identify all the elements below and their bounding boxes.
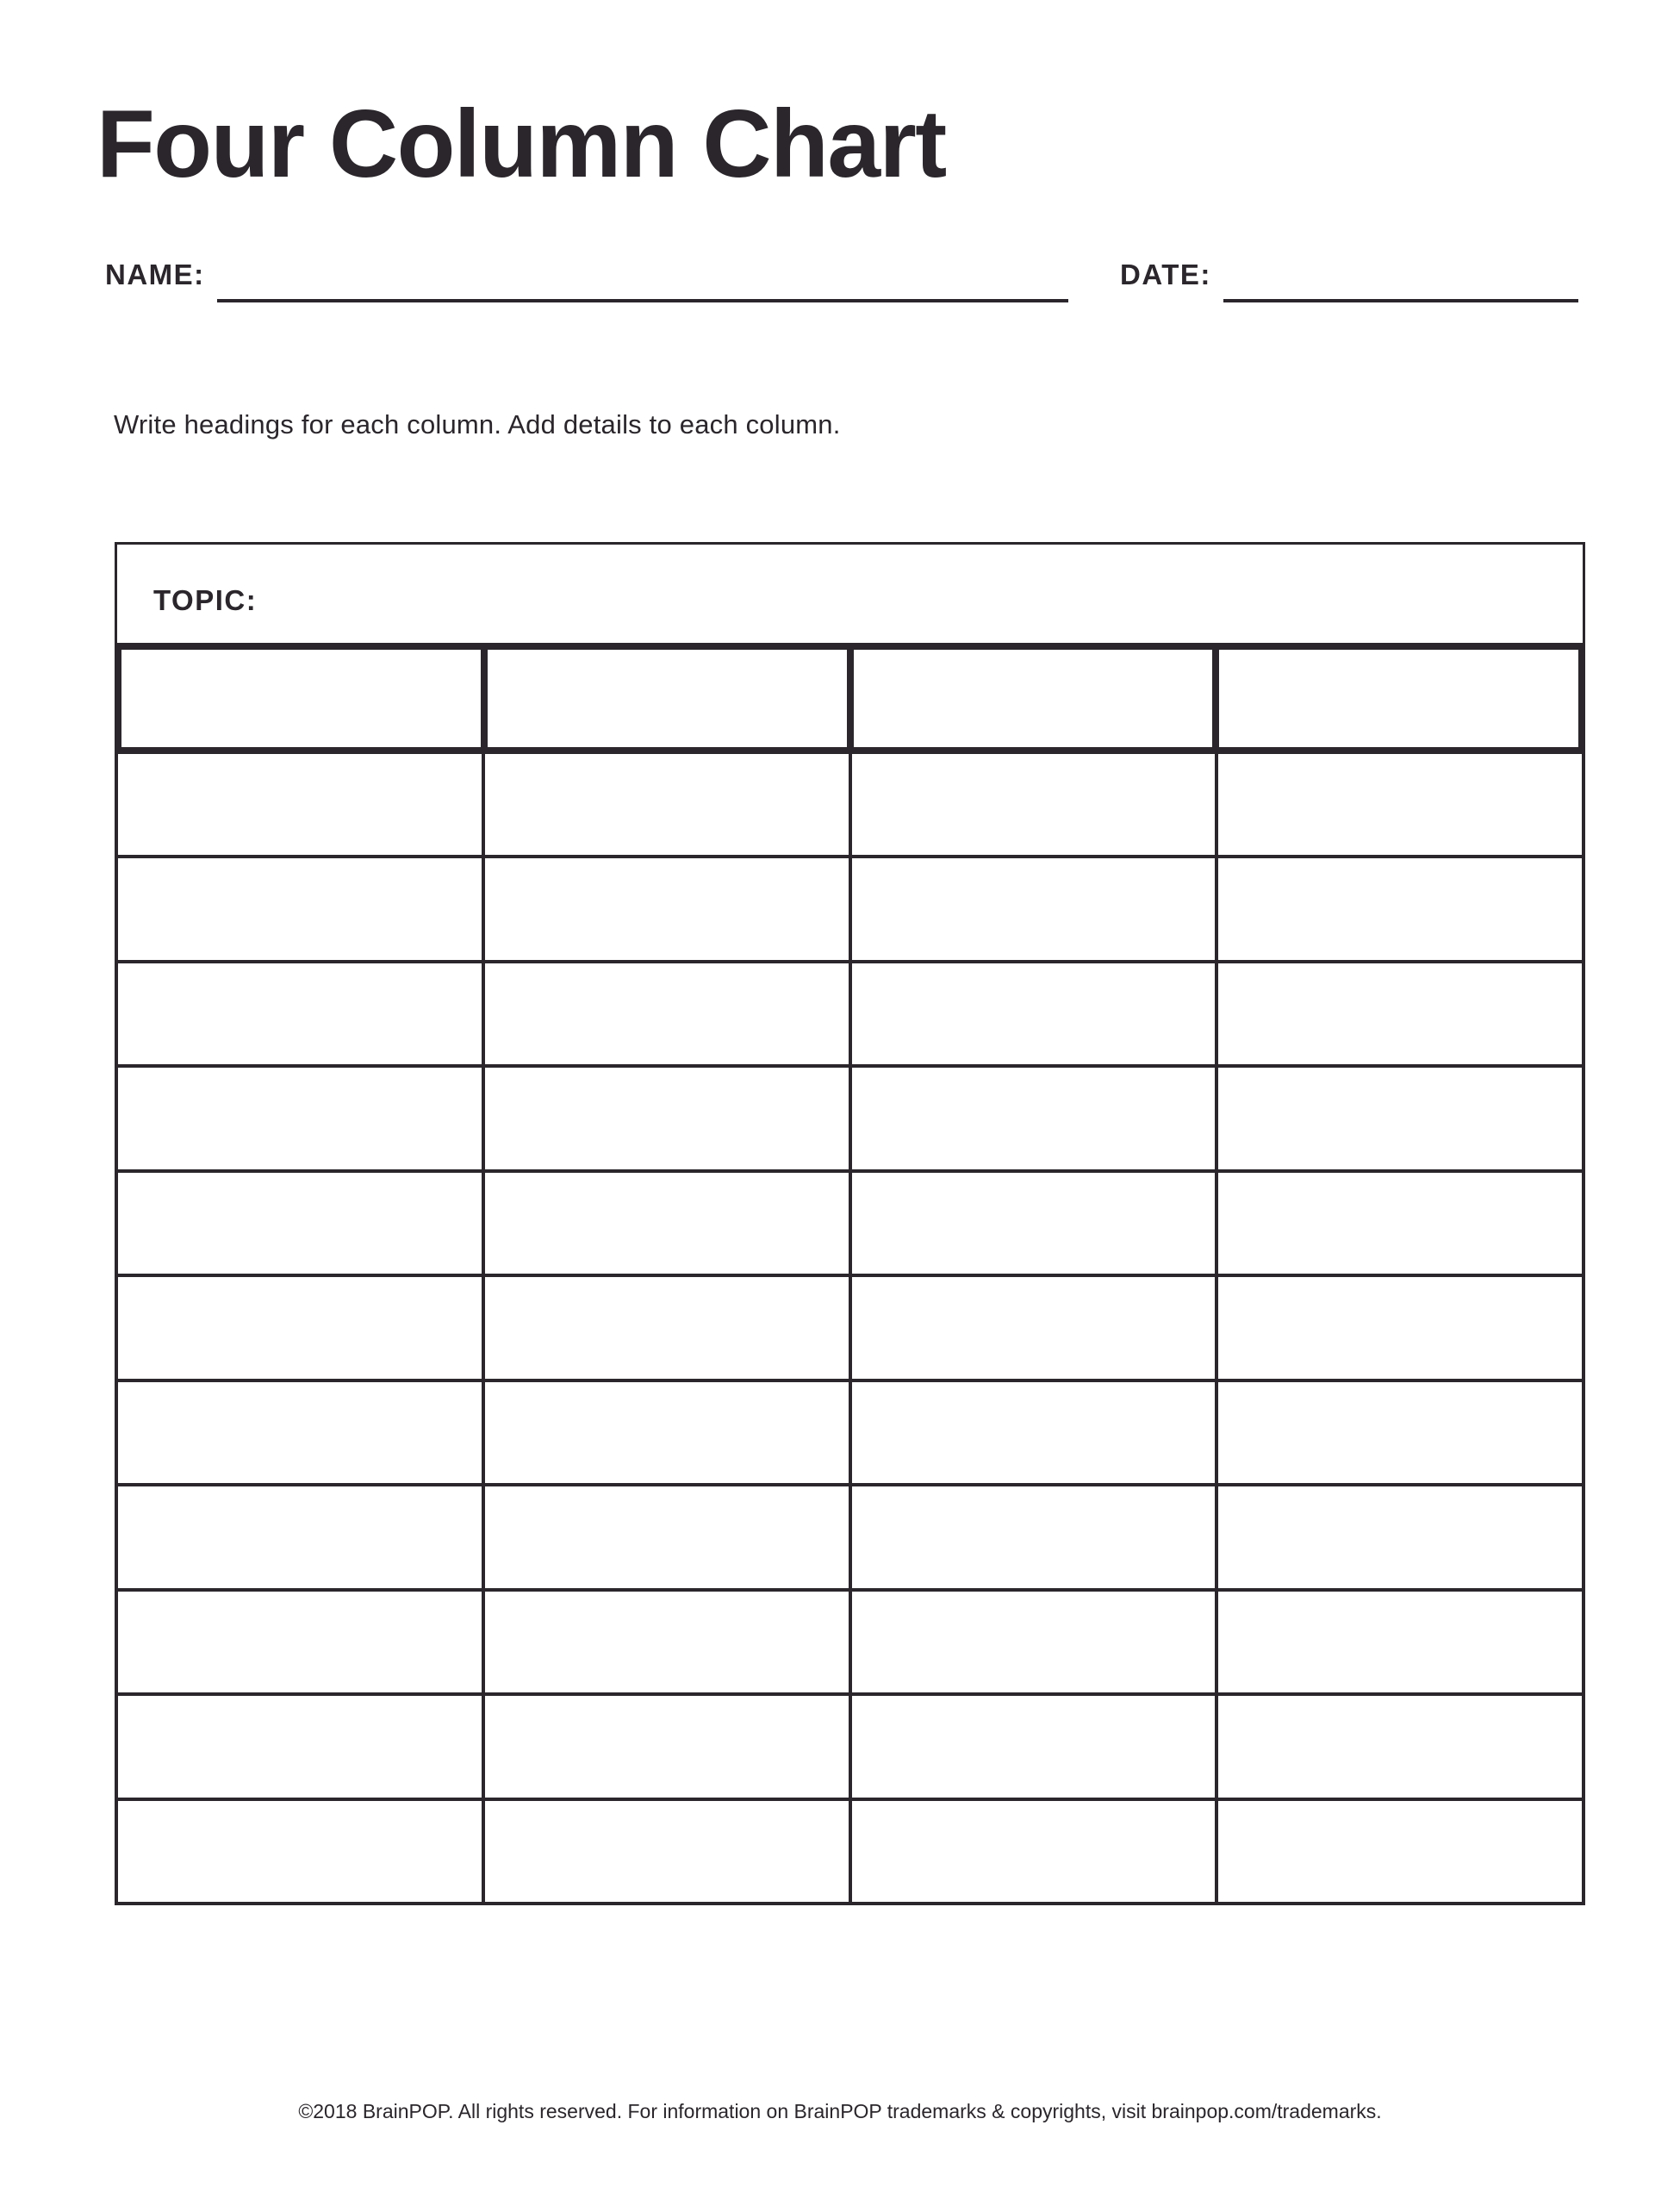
table-cell[interactable] [482, 1801, 849, 1902]
table-cell[interactable] [482, 754, 849, 855]
column-header-cell[interactable] [847, 650, 1213, 747]
table-row [118, 1169, 1582, 1274]
column-header-cell[interactable] [481, 650, 847, 747]
table-cell[interactable] [849, 1068, 1216, 1168]
table-row [118, 1274, 1582, 1378]
table-cell[interactable] [482, 1382, 849, 1483]
table-cell[interactable] [1215, 1173, 1582, 1274]
table-cell[interactable] [118, 1696, 482, 1797]
table-cell[interactable] [482, 858, 849, 959]
topic-label: TOPIC: [153, 584, 258, 616]
table-cell[interactable] [482, 1592, 849, 1692]
table-cell[interactable] [1215, 1592, 1582, 1692]
topic-row [115, 542, 1585, 643]
table-cell[interactable] [118, 754, 482, 855]
name-label: NAME: [105, 259, 205, 290]
table-cell[interactable] [482, 1277, 849, 1378]
table-cell[interactable] [1215, 754, 1582, 855]
column-header-cell[interactable] [121, 650, 481, 747]
table-cell[interactable] [118, 1592, 482, 1692]
table-cell[interactable] [118, 1486, 482, 1587]
table-cell[interactable] [118, 858, 482, 959]
table-cell[interactable] [1215, 858, 1582, 959]
date-label: DATE: [1120, 259, 1211, 290]
table-cell[interactable] [849, 858, 1216, 959]
table-row [118, 1692, 1582, 1797]
table-row [118, 1588, 1582, 1692]
table-cell[interactable] [1215, 1068, 1582, 1168]
table-row [118, 855, 1582, 959]
four-column-chart-table [115, 542, 1585, 1905]
column-header-cell[interactable] [1212, 650, 1578, 747]
column-headers-row [115, 643, 1585, 754]
table-cell[interactable] [118, 1277, 482, 1378]
table-cell[interactable] [849, 1801, 1216, 1902]
table-cell[interactable] [118, 1801, 482, 1902]
table-cell[interactable] [1215, 1801, 1582, 1902]
table-cell[interactable] [1215, 963, 1582, 1064]
table-cell[interactable] [1215, 1382, 1582, 1483]
table-cell[interactable] [849, 1382, 1216, 1483]
table-row [118, 1379, 1582, 1483]
table-cell[interactable] [118, 1173, 482, 1274]
table-row [118, 1798, 1582, 1902]
table-row [118, 960, 1582, 1064]
name-input-line[interactable] [217, 299, 1068, 302]
table-cell[interactable] [849, 754, 1216, 855]
date-input-line[interactable] [1223, 299, 1578, 302]
table-cell[interactable] [1215, 1277, 1582, 1378]
table-cell[interactable] [849, 1173, 1216, 1274]
table-cell[interactable] [849, 1696, 1216, 1797]
table-cell[interactable] [118, 963, 482, 1064]
page-title: Four Column Chart [96, 90, 946, 197]
table-cell[interactable] [849, 1592, 1216, 1692]
table-cell[interactable] [849, 963, 1216, 1064]
table-cell[interactable] [1215, 1486, 1582, 1587]
table-cell[interactable] [482, 1486, 849, 1587]
table-cell[interactable] [482, 1068, 849, 1168]
table-cell[interactable] [482, 1696, 849, 1797]
table-cell[interactable] [482, 963, 849, 1064]
table-cell[interactable] [118, 1382, 482, 1483]
table-body [115, 754, 1585, 1905]
table-cell[interactable] [482, 1173, 849, 1274]
table-cell[interactable] [1215, 1696, 1582, 1797]
topic-input-area[interactable] [257, 558, 1583, 643]
instruction-text: Write headings for each column. Add details to each column. [114, 409, 841, 439]
table-row [118, 754, 1582, 855]
table-row [118, 1064, 1582, 1168]
table-cell[interactable] [118, 1068, 482, 1168]
table-row [118, 1483, 1582, 1587]
footer-copyright: ©2018 BrainPOP. All rights reserved. For information on BrainPOP trademarks & copyrights, visit brainpop.com/trademarks. [298, 2100, 1382, 2122]
table-cell[interactable] [849, 1277, 1216, 1378]
table-cell[interactable] [849, 1486, 1216, 1587]
